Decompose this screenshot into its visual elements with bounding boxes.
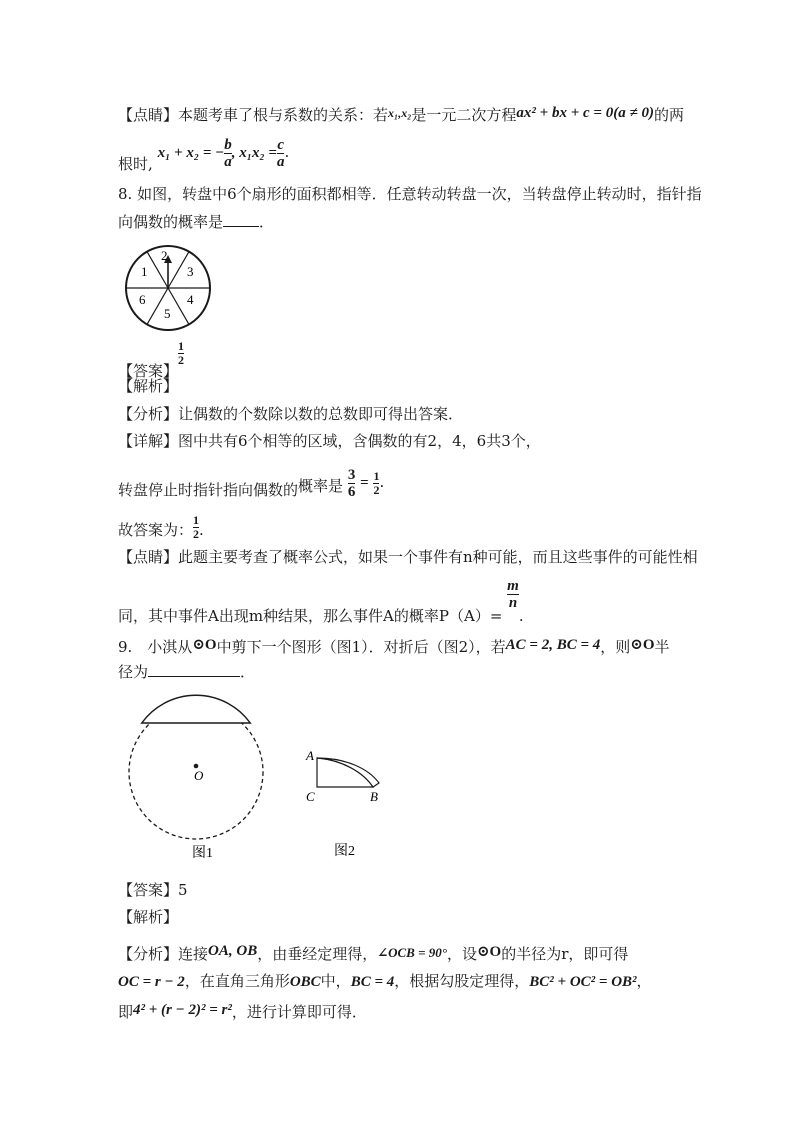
point-label-a: A — [306, 748, 314, 763]
point-label-b: B — [370, 789, 378, 804]
prob-end: . — [379, 473, 385, 491]
f2-text-c: ，根据勾股定理得， — [394, 972, 530, 990]
q9-text-a: 9. 小淇从 — [118, 638, 193, 656]
vieta-product: , x₁x₂ = — [231, 145, 277, 161]
q9-line-1 — [118, 635, 670, 657]
f1-text-c: ，设 — [446, 945, 477, 963]
dianjing-text-c: 的两 — [653, 106, 684, 124]
q8-answer — [118, 339, 185, 380]
spinner-label-6: 6 — [139, 292, 146, 307]
f1-text-d: 的半径为r，即可得 — [501, 945, 629, 963]
spinner-label-4: 4 — [187, 292, 194, 307]
f3-math-1: 4² + (r − 2)² = r² — [133, 1002, 232, 1018]
xiangjie-tag: 【详解】 — [118, 432, 179, 450]
fraction-b-over-a: $\frac{b}{a}$ — [224, 136, 232, 170]
dianjing-tag: 【点睛】 — [118, 106, 179, 124]
dj-end: . — [518, 607, 524, 625]
final-end: . — [199, 521, 204, 539]
f2-math-2: OBC — [289, 974, 321, 990]
spinner-label-2: 2 — [161, 248, 168, 263]
prob-text-2: 概率是 — [298, 477, 344, 495]
fenxi-tag-2: 【分析】 — [118, 945, 179, 963]
answer-fraction: $\frac{1}{2}$ — [178, 339, 185, 367]
fenxi-text: 让偶数的个数除以数的总数即可得出答案． — [178, 405, 464, 423]
q8-line-2-text: 向偶数的概率是 — [118, 213, 224, 231]
fraction-1-over-2: $\frac{1}{2}$ — [373, 468, 380, 497]
f1-text-b: ，由垂经定理得， — [257, 945, 378, 963]
f2-text-d: ， — [636, 972, 652, 990]
q9-text-b: 中剪下一个图形（图1）．对折后（图2），若 — [216, 638, 506, 656]
circular-segment — [142, 695, 251, 723]
q9-fenxi-2 — [118, 971, 652, 992]
q8-final-answer — [118, 510, 204, 542]
q8-xiangjie — [118, 431, 541, 451]
q9-fenxi-1 — [118, 941, 628, 964]
q8-fenxi — [118, 404, 463, 424]
q9-analysis-tag: 【解析】 — [118, 908, 179, 926]
q9-fenxi-3 — [118, 1000, 367, 1022]
dianjing-line-2 — [118, 130, 289, 174]
f2-math-4: BC² + OC² = OB² — [529, 974, 637, 990]
answer-tag-2: 【答案】 — [118, 881, 179, 899]
spinner-label-3: 3 — [187, 264, 194, 279]
q9-line-2 — [118, 662, 255, 682]
roots-formula: x₁,x₂ — [388, 106, 412, 120]
vieta-sum: x₁ + x₂ = − — [157, 145, 225, 161]
fenxi-tag: 【分析】 — [118, 405, 179, 423]
answer-value: 5 — [178, 881, 188, 899]
dianjing-text-a: 本题考車了根与系数的关系：若 — [178, 106, 389, 124]
q8-line-2-end: ． — [259, 213, 275, 231]
spinner-figure — [122, 242, 214, 334]
f2-math-3: BC = 4 — [350, 974, 395, 990]
fraction-m-over-n: $\frac{m}{n}$ — [507, 578, 519, 611]
xiangjie-text: 图中共有6个相等的区域，含偶数的有2，4，6共3个， — [178, 432, 541, 450]
answer-blank — [223, 212, 259, 227]
q9-given-lengths: AC = 2, BC = 4 — [505, 637, 601, 653]
figure-2-folded — [300, 740, 390, 865]
f2-math-1: OC = r − 2 — [118, 974, 185, 990]
q8-dianjing-2 — [118, 578, 524, 625]
figure-2-caption: 图2 — [334, 844, 355, 859]
final-text: 故答案为： — [118, 521, 194, 539]
answer-blank-2 — [148, 662, 240, 677]
dianjing-text-2: 此题主要考查了概率公式，如果一个事件有n种可能，而且这些事件的可能性相 — [178, 548, 698, 566]
dianjing-text-b: 是一元二次方程 — [411, 106, 517, 124]
f1-text-a: 连接 — [178, 945, 209, 963]
q8-probability-line — [118, 462, 384, 502]
dianjing-text-3: 同，其中事件A出现m种结果，那么事件A的概率P（A）= — [118, 607, 503, 625]
f3-text-b: ，进行计算即可得． — [231, 1003, 367, 1021]
f2-text-a: ，在直角三角形 — [184, 972, 290, 990]
circle-o-symbol: ⊙O — [192, 637, 217, 653]
figure-1-circle — [118, 688, 278, 868]
f1-math-2: ∠OCB = 90° — [377, 945, 447, 960]
quadratic-equation: ax² + bx + c = 0(a ≠ 0) — [516, 105, 654, 121]
q8-analysis-tag: 【解析】 — [118, 377, 179, 395]
dianjing-text-d: 根时, — [118, 155, 153, 173]
f1-math-1: OA, OB — [208, 943, 258, 959]
f1-math-3: ⊙O — [476, 944, 502, 960]
final-fraction: $\frac{1}{2}$ — [193, 512, 200, 541]
fraction-c-over-a: $\frac{c}{a}$ — [276, 136, 285, 170]
f2-text-b: 中， — [320, 972, 351, 990]
equals-sign: = — [360, 475, 369, 491]
q8-dianjing — [118, 547, 698, 567]
q9-answer — [118, 880, 188, 900]
q9-text-c: ，则 — [600, 638, 631, 656]
center-label-o: O — [194, 768, 204, 783]
point-label-c: C — [306, 789, 315, 804]
spinner-label-1: 1 — [141, 264, 148, 279]
q8-line-1: 8. 如图，转盘中6个扇形的面积都相等．任意转动转盘一次，当转盘停止转动时，指针指 — [118, 185, 702, 203]
spinner-label-5: 5 — [164, 306, 171, 321]
q9-line-2-text: 径为 — [118, 663, 149, 681]
f3-text-a: 即 — [118, 1003, 134, 1021]
fraction-3-over-6: $\frac{3}{6}$ — [347, 466, 356, 500]
dianjing-line-1 — [118, 103, 684, 125]
q8-line-2 — [118, 212, 274, 232]
answer-tag: 【答案】 — [118, 362, 179, 380]
q9-text-d: 半 — [654, 638, 670, 656]
prob-text: 转盘停止时指针指向偶数的 — [118, 481, 299, 499]
circle-o-symbol-2: ⊙O — [630, 637, 655, 653]
figure-1-caption: 图1 — [192, 846, 213, 861]
q9-line-2-end: ． — [240, 663, 256, 681]
dianjing-end: . — [284, 143, 290, 161]
dianjing-tag-2: 【点睛】 — [118, 548, 179, 566]
